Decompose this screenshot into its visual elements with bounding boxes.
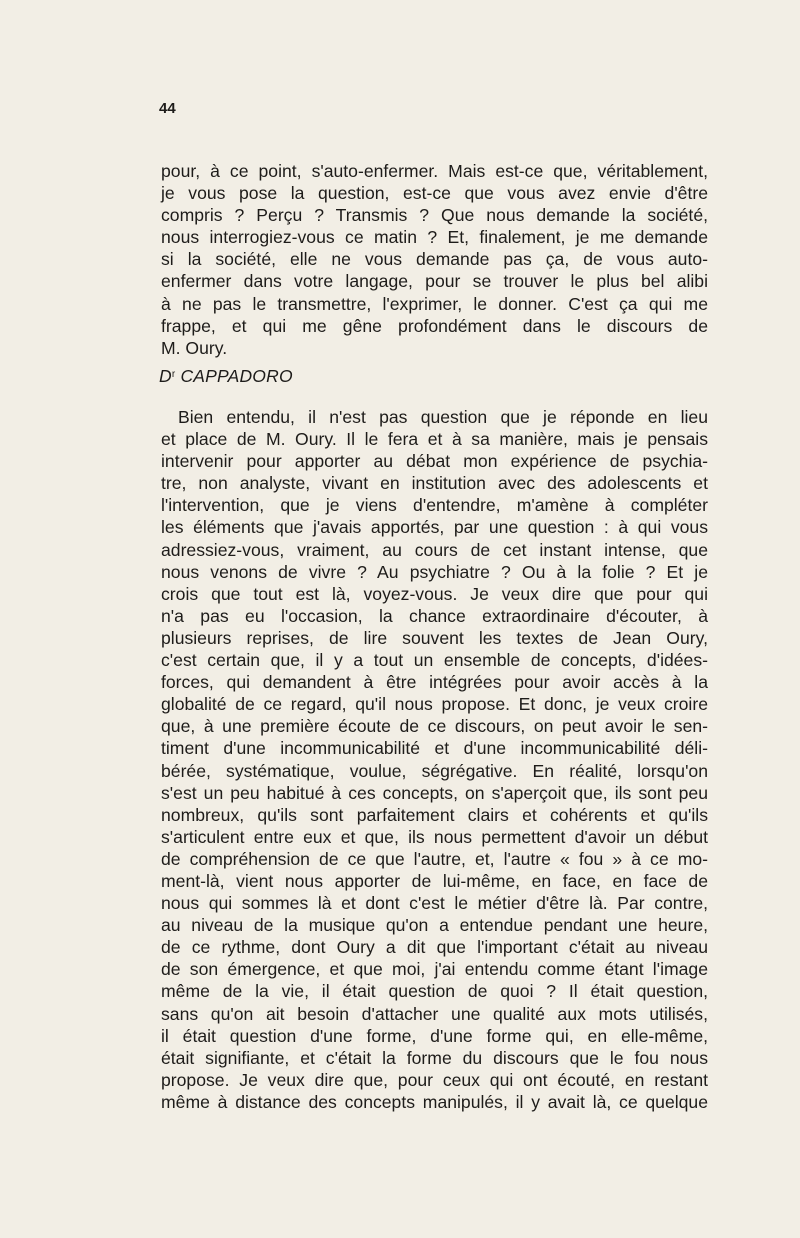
text-line: timent d'une incommunicabilité et d'une incommunicabilité déli- [161,738,708,759]
text-line: à ne pas le transmettre, l'exprimer, le donner. C'est ça qui me [161,293,708,314]
text-line: c'est certain que, il y a tout un ensemble de concepts, d'idées- [161,650,708,671]
page-number: 44 [159,100,176,117]
text-line: de son émergence, et que moi, j'ai entendu comme étant l'image [161,959,708,980]
text-line: les éléments que j'avais apportés, par une question : à qui vous [161,517,708,538]
text-line: crois que tout est là, voyez-vous. Je veux dire que pour qui [161,583,708,604]
text-line: ment-là, vient nous apporter de lui-même, en face, en face de [161,870,708,891]
paragraph-1 [161,160,708,359]
speaker-heading [159,366,293,387]
text-line: Bien entendu, il n'est pas question que je réponde en lieu [178,407,708,427]
text-line: intervenir pour apporter au débat mon expérience de psychia- [161,451,708,472]
text-line: je vous pose la question, est-ce que vous avez envie d'être [161,183,708,204]
text-line: était signifiante, et c'était la forme du discours que le fou nous [161,1047,708,1068]
text-line: plusieurs reprises, de lire souvent les textes de Jean Oury, [161,627,708,648]
text-line: compris ? Perçu ? Transmis ? Que nous demande la société, [161,205,708,226]
speaker-title: D [159,366,172,386]
text-line: nombreux, qu'ils sont parfaitement clairs et cohérents et qu'ils [161,804,708,825]
text-line: au niveau de la musique qu'on a entendue pendant une heure, [161,915,708,936]
text-line: si la société, elle ne vous demande pas ça, de vous auto- [161,249,708,270]
text-line: bérée, systématique, voulue, ségrégative. En réalité, lorsqu'on [161,760,708,781]
text-line: de compréhension de ce que l'autre, et, l'autre « fou » à ce mo- [161,848,708,869]
text-line: de ce rythme, dont Oury a dit que l'important c'était au niveau [161,937,708,958]
text-line: enfermer dans votre langage, pour se trouver le plus bel alibi [161,271,708,292]
text-line: même à distance des concepts manipulés, il y avait là, ce quelque [161,1091,708,1112]
speaker-name: CAPPADORO [180,366,293,386]
text-line: adressiez-vous, vraiment, au cours de cet instant intense, que [161,539,708,560]
text-line: que, à une première écoute de ce discours, on peut avoir le sen- [161,716,708,737]
text-line: même de la vie, il était question de quoi ? Il était question, [161,981,708,1002]
text-line: et place de M. Oury. Il le fera et à sa manière, mais je pensais [161,429,708,450]
text-line: il était question d'une forme, d'une forme qui, en elle-même, [161,1025,708,1046]
text-line: M. Oury. [161,337,228,358]
text-line: nous interrogiez-vous ce matin ? Et, finalement, je me demande [161,227,708,248]
text-line: s'articulent entre eux et que, ils nous permettent d'avoir un début [161,826,708,847]
text-line: frappe, et qui me gêne profondément dans le discours de [161,315,708,336]
speaker-title-superscript: r [171,369,176,380]
text-line: pour, à ce point, s'auto-enfermer. Mais est-ce que, véritablement, [161,161,708,181]
text-line: nous venons de vivre ? Au psychiatre ? Ou à la folie ? Et je [161,561,708,582]
paragraph-2 [161,406,708,1113]
text-line: propose. Je veux dire que, pour ceux qui ont écouté, en restant [161,1069,708,1090]
text-line: sans qu'on ait besoin d'attacher une qualité aux mots utilisés, [161,1003,708,1024]
text-line: n'a pas eu l'occasion, la chance extraordinaire d'écouter, à [161,605,708,626]
text-line: tre, non analyste, vivant en institution avec des adolescents et [161,473,708,494]
text-line: l'intervention, que je viens d'entendre, m'amène à compléter [161,495,708,516]
text-line: forces, qui demandent à être intégrées pour avoir accès à la [161,672,708,693]
text-line: s'est un peu habitué à ces concepts, on s'aperçoit que, ils sont peu [161,782,708,803]
text-line: globalité de ce regard, qu'il nous propose. Et donc, je veux croire [161,694,708,715]
text-line: nous qui sommes là et dont c'est le métier d'être là. Par contre, [161,893,708,914]
